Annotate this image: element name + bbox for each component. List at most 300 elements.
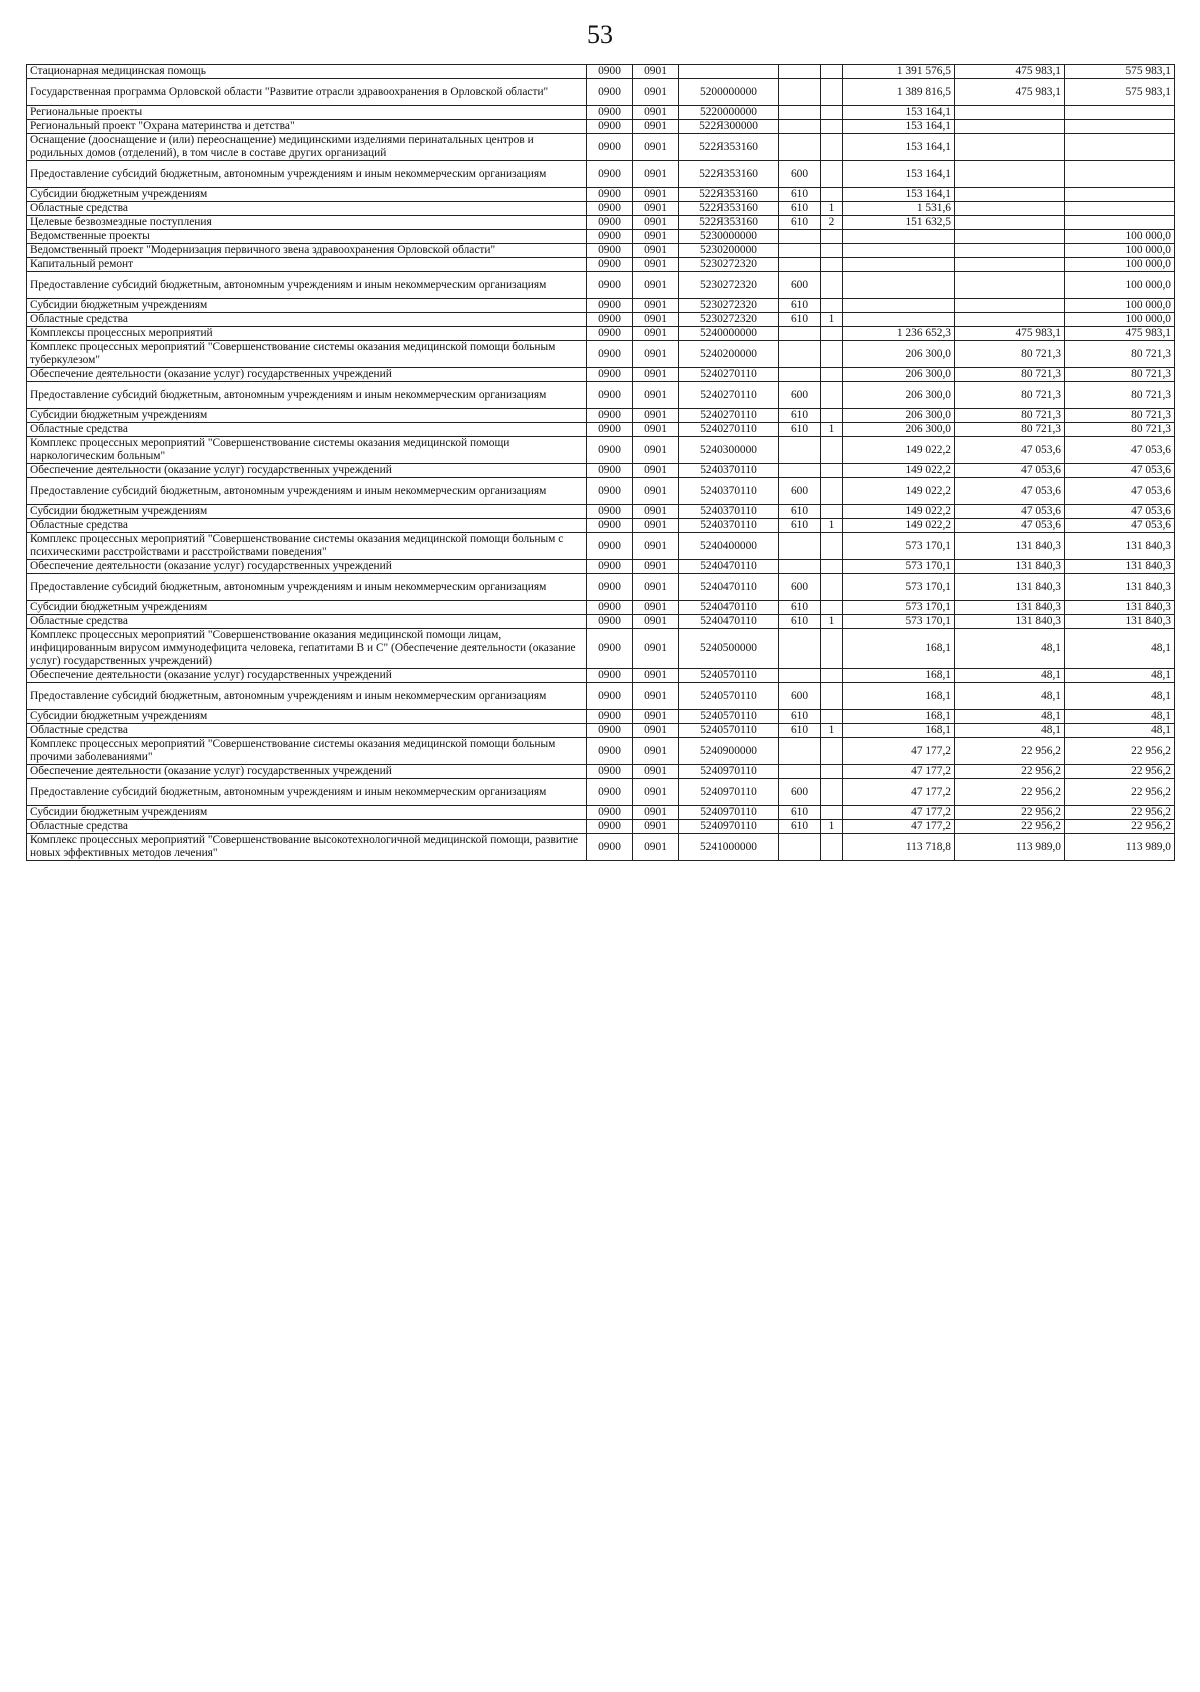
code-target-article: 5240470110 [679,601,779,615]
code-expense-type: 610 [779,710,821,724]
code-funding-source: 1 [821,615,843,629]
amount-year-3: 80 721,3 [1065,382,1175,409]
code-ministry: 0900 [587,669,633,683]
code-ministry: 0900 [587,505,633,519]
code-target-article: 5240970110 [679,806,779,820]
amount-year-2: 131 840,3 [955,560,1065,574]
code-expense-type [779,258,821,272]
code-section: 0901 [633,272,679,299]
table-row [27,519,1175,533]
row-name: Областные средства [27,519,587,533]
amount-year-3: 80 721,3 [1065,341,1175,368]
code-ministry: 0900 [587,601,633,615]
row-name: Ведомственный проект "Модернизация первичного звена здравоохранения Орловской области" [27,244,587,258]
code-expense-type [779,533,821,560]
code-ministry: 0900 [587,765,633,779]
amount-year-1: 206 300,0 [843,368,955,382]
code-target-article: 5230272320 [679,272,779,299]
amount-year-2: 131 840,3 [955,615,1065,629]
code-target-article: 5240970110 [679,820,779,834]
amount-year-2 [955,272,1065,299]
code-ministry: 0900 [587,464,633,478]
amount-year-3: 100 000,0 [1065,299,1175,313]
table-row [27,161,1175,188]
amount-year-1: 149 022,2 [843,505,955,519]
amount-year-2 [955,120,1065,134]
code-ministry: 0900 [587,779,633,806]
code-section: 0901 [633,683,679,710]
code-funding-source [821,533,843,560]
amount-year-3: 80 721,3 [1065,368,1175,382]
code-target-article: 5200000000 [679,79,779,106]
amount-year-2: 48,1 [955,683,1065,710]
amount-year-2: 47 053,6 [955,478,1065,505]
code-target-article: 5240270110 [679,368,779,382]
row-name: Областные средства [27,724,587,738]
amount-year-1: 206 300,0 [843,409,955,423]
code-target-article: 5240370110 [679,519,779,533]
code-section: 0901 [633,106,679,120]
code-section: 0901 [633,806,679,820]
code-target-article: 5241000000 [679,834,779,861]
table-row [27,120,1175,134]
code-funding-source [821,409,843,423]
code-expense-type [779,106,821,120]
code-expense-type [779,464,821,478]
code-ministry: 0900 [587,519,633,533]
code-expense-type [779,327,821,341]
row-name: Областные средства [27,820,587,834]
code-expense-type [779,560,821,574]
code-section: 0901 [633,65,679,79]
code-funding-source: 1 [821,724,843,738]
code-target-article: 5240570110 [679,683,779,710]
table-row [27,669,1175,683]
row-name: Предоставление субсидий бюджетным, автономным учреждениям и иным некоммерческим организациям [27,574,587,601]
code-target-article: 5240570110 [679,724,779,738]
amount-year-3: 22 956,2 [1065,738,1175,765]
code-section: 0901 [633,120,679,134]
amount-year-1: 47 177,2 [843,806,955,820]
code-target-article: 5230272320 [679,313,779,327]
row-name: Субсидии бюджетным учреждениям [27,409,587,423]
row-name: Предоставление субсидий бюджетным, автономным учреждениям и иным некоммерческим организациям [27,478,587,505]
table-row [27,188,1175,202]
code-section: 0901 [633,327,679,341]
code-ministry: 0900 [587,244,633,258]
code-funding-source [821,437,843,464]
amount-year-3: 100 000,0 [1065,272,1175,299]
code-funding-source [821,710,843,724]
code-target-article: 5240570110 [679,669,779,683]
amount-year-3: 475 983,1 [1065,327,1175,341]
code-section: 0901 [633,779,679,806]
code-section: 0901 [633,258,679,272]
table-row [27,710,1175,724]
code-funding-source [821,65,843,79]
amount-year-1: 149 022,2 [843,437,955,464]
amount-year-3: 48,1 [1065,683,1175,710]
code-expense-type [779,134,821,161]
code-expense-type [779,65,821,79]
code-expense-type [779,120,821,134]
code-expense-type: 610 [779,299,821,313]
code-expense-type: 600 [779,478,821,505]
table-row [27,738,1175,765]
amount-year-2: 80 721,3 [955,368,1065,382]
code-ministry: 0900 [587,724,633,738]
code-funding-source [821,834,843,861]
code-funding-source: 2 [821,216,843,230]
code-section: 0901 [633,519,679,533]
table-row [27,423,1175,437]
amount-year-1: 153 164,1 [843,188,955,202]
code-ministry: 0900 [587,258,633,272]
code-target-article: 522Я353160 [679,134,779,161]
code-section: 0901 [633,341,679,368]
code-section: 0901 [633,79,679,106]
code-target-article: 5240270110 [679,382,779,409]
code-funding-source [821,629,843,669]
code-target-article: 5240370110 [679,464,779,478]
table-row [27,65,1175,79]
amount-year-3: 48,1 [1065,629,1175,669]
row-name: Стационарная медицинская помощь [27,65,587,79]
amount-year-2 [955,313,1065,327]
code-ministry: 0900 [587,106,633,120]
table-row [27,724,1175,738]
amount-year-3 [1065,106,1175,120]
row-name: Оснащение (дооснащение и (или) переоснащение) медицинскими изделиями перинатальных центров и родильных домов (отделений), в том числе в составе других организаций [27,134,587,161]
row-name: Обеспечение деятельности (оказание услуг) государственных учреждений [27,464,587,478]
code-target-article: 5240270110 [679,423,779,437]
amount-year-3: 48,1 [1065,669,1175,683]
table-row [27,615,1175,629]
table-row [27,244,1175,258]
row-name: Комплекс процессных мероприятий "Совершенствование системы оказания медицинской помощи наркологическим больным" [27,437,587,464]
table-row [27,437,1175,464]
amount-year-2 [955,258,1065,272]
table-row [27,560,1175,574]
code-ministry: 0900 [587,161,633,188]
amount-year-2: 80 721,3 [955,341,1065,368]
code-section: 0901 [633,368,679,382]
code-section: 0901 [633,533,679,560]
table-row [27,629,1175,669]
code-section: 0901 [633,615,679,629]
code-ministry: 0900 [587,560,633,574]
amount-year-1: 153 164,1 [843,134,955,161]
code-section: 0901 [633,629,679,669]
code-expense-type: 610 [779,423,821,437]
code-target-article: 522Я353160 [679,202,779,216]
amount-year-3: 131 840,3 [1065,560,1175,574]
amount-year-2 [955,188,1065,202]
amount-year-3 [1065,202,1175,216]
code-funding-source [821,244,843,258]
row-name: Субсидии бюджетным учреждениям [27,806,587,820]
amount-year-1: 168,1 [843,669,955,683]
amount-year-2: 48,1 [955,629,1065,669]
code-section: 0901 [633,669,679,683]
code-funding-source: 1 [821,820,843,834]
amount-year-1: 149 022,2 [843,519,955,533]
table-row [27,601,1175,615]
code-section: 0901 [633,409,679,423]
table-row [27,478,1175,505]
code-expense-type: 610 [779,188,821,202]
code-target-article: 5240570110 [679,710,779,724]
amount-year-2: 475 983,1 [955,327,1065,341]
code-funding-source [821,258,843,272]
amount-year-1: 47 177,2 [843,820,955,834]
code-expense-type [779,230,821,244]
row-name: Капитальный ремонт [27,258,587,272]
code-expense-type: 600 [779,382,821,409]
code-funding-source [821,230,843,244]
amount-year-2: 22 956,2 [955,738,1065,765]
code-expense-type: 600 [779,683,821,710]
code-funding-source [821,299,843,313]
amount-year-2 [955,202,1065,216]
code-target-article: 5240970110 [679,779,779,806]
amount-year-3: 131 840,3 [1065,615,1175,629]
amount-year-3: 22 956,2 [1065,779,1175,806]
amount-year-3: 100 000,0 [1065,244,1175,258]
code-ministry: 0900 [587,65,633,79]
row-name: Субсидии бюджетным учреждениям [27,601,587,615]
code-funding-source [821,765,843,779]
code-section: 0901 [633,505,679,519]
code-funding-source [821,669,843,683]
code-funding-source [821,779,843,806]
code-target-article: 5230272320 [679,258,779,272]
amount-year-1: 573 170,1 [843,615,955,629]
table-row [27,409,1175,423]
code-target-article: 522Я353160 [679,216,779,230]
code-funding-source [821,106,843,120]
code-funding-source: 1 [821,423,843,437]
code-ministry: 0900 [587,134,633,161]
code-ministry: 0900 [587,629,633,669]
amount-year-1 [843,299,955,313]
code-expense-type: 610 [779,601,821,615]
code-section: 0901 [633,244,679,258]
amount-year-3: 575 983,1 [1065,65,1175,79]
code-ministry: 0900 [587,120,633,134]
code-funding-source [821,683,843,710]
table-row [27,313,1175,327]
amount-year-2: 47 053,6 [955,464,1065,478]
amount-year-1: 206 300,0 [843,341,955,368]
code-funding-source [821,341,843,368]
row-name: Обеспечение деятельности (оказание услуг) государственных учреждений [27,765,587,779]
code-section: 0901 [633,478,679,505]
amount-year-1: 149 022,2 [843,464,955,478]
code-ministry: 0900 [587,382,633,409]
amount-year-1 [843,230,955,244]
code-expense-type [779,437,821,464]
amount-year-1: 573 170,1 [843,533,955,560]
table-row [27,820,1175,834]
amount-year-3: 100 000,0 [1065,230,1175,244]
row-name: Субсидии бюджетным учреждениям [27,505,587,519]
amount-year-3: 47 053,6 [1065,437,1175,464]
code-ministry: 0900 [587,437,633,464]
amount-year-3 [1065,134,1175,161]
code-section: 0901 [633,202,679,216]
code-funding-source [821,478,843,505]
amount-year-2 [955,106,1065,120]
code-ministry: 0900 [587,806,633,820]
amount-year-2: 22 956,2 [955,765,1065,779]
code-ministry: 0900 [587,341,633,368]
row-name: Субсидии бюджетным учреждениям [27,188,587,202]
amount-year-3: 22 956,2 [1065,806,1175,820]
amount-year-2: 131 840,3 [955,574,1065,601]
code-target-article: 5230200000 [679,244,779,258]
code-target-article: 5240200000 [679,341,779,368]
table-row [27,327,1175,341]
code-expense-type: 610 [779,216,821,230]
code-ministry: 0900 [587,615,633,629]
amount-year-3: 48,1 [1065,710,1175,724]
budget-table [26,64,1175,861]
code-section: 0901 [633,299,679,313]
code-expense-type [779,669,821,683]
amount-year-3: 100 000,0 [1065,258,1175,272]
code-section: 0901 [633,230,679,244]
code-section: 0901 [633,161,679,188]
code-section: 0901 [633,820,679,834]
row-name: Областные средства [27,202,587,216]
budget-table-body [27,65,1175,861]
amount-year-1 [843,313,955,327]
code-ministry: 0900 [587,327,633,341]
amount-year-2: 22 956,2 [955,820,1065,834]
row-name: Субсидии бюджетным учреждениям [27,299,587,313]
code-section: 0901 [633,738,679,765]
amount-year-2: 47 053,6 [955,519,1065,533]
code-ministry: 0900 [587,230,633,244]
table-row [27,834,1175,861]
table-row [27,368,1175,382]
code-section: 0901 [633,601,679,615]
row-name: Предоставление субсидий бюджетным, автономным учреждениям и иным некоммерческим организациям [27,161,587,188]
code-funding-source [821,574,843,601]
code-expense-type: 600 [779,779,821,806]
code-ministry: 0900 [587,738,633,765]
amount-year-2: 131 840,3 [955,601,1065,615]
table-row [27,505,1175,519]
code-ministry: 0900 [587,79,633,106]
code-ministry: 0900 [587,409,633,423]
code-section: 0901 [633,834,679,861]
code-ministry: 0900 [587,533,633,560]
code-expense-type: 610 [779,519,821,533]
code-funding-source [821,161,843,188]
code-target-article: 5240900000 [679,738,779,765]
amount-year-1: 1 531,6 [843,202,955,216]
code-ministry: 0900 [587,574,633,601]
code-target-article: 5240370110 [679,505,779,519]
table-row [27,533,1175,560]
row-name: Комплекс процессных мероприятий "Совершенствование высокотехнологичной медицинской помощи, развитие новых эффективных методов лечения" [27,834,587,861]
table-row [27,341,1175,368]
code-funding-source: 1 [821,202,843,216]
amount-year-2 [955,216,1065,230]
table-row [27,230,1175,244]
amount-year-1: 206 300,0 [843,423,955,437]
code-target-article: 5220000000 [679,106,779,120]
amount-year-2: 47 053,6 [955,505,1065,519]
amount-year-1: 168,1 [843,683,955,710]
code-ministry: 0900 [587,313,633,327]
amount-year-1: 149 022,2 [843,478,955,505]
code-section: 0901 [633,710,679,724]
table-row [27,106,1175,120]
code-funding-source [821,368,843,382]
row-name: Региональные проекты [27,106,587,120]
code-section: 0901 [633,464,679,478]
row-name: Ведомственные проекты [27,230,587,244]
code-funding-source [821,120,843,134]
amount-year-1: 1 236 652,3 [843,327,955,341]
code-target-article: 5230000000 [679,230,779,244]
code-funding-source [821,806,843,820]
code-section: 0901 [633,134,679,161]
code-ministry: 0900 [587,188,633,202]
code-target-article: 5230272320 [679,299,779,313]
table-row [27,134,1175,161]
row-name: Субсидии бюджетным учреждениям [27,710,587,724]
amount-year-2: 113 989,0 [955,834,1065,861]
amount-year-2: 47 053,6 [955,437,1065,464]
row-name: Комплексы процессных мероприятий [27,327,587,341]
amount-year-1: 1 389 816,5 [843,79,955,106]
amount-year-2: 48,1 [955,710,1065,724]
row-name: Обеспечение деятельности (оказание услуг) государственных учреждений [27,669,587,683]
code-expense-type: 610 [779,615,821,629]
amount-year-1: 573 170,1 [843,601,955,615]
code-expense-type: 610 [779,202,821,216]
code-ministry: 0900 [587,202,633,216]
code-target-article: 5240470110 [679,615,779,629]
code-section: 0901 [633,560,679,574]
code-ministry: 0900 [587,216,633,230]
amount-year-3: 47 053,6 [1065,519,1175,533]
code-ministry: 0900 [587,710,633,724]
code-expense-type [779,368,821,382]
row-name: Предоставление субсидий бюджетным, автономным учреждениям и иным некоммерческим организациям [27,779,587,806]
amount-year-1: 168,1 [843,724,955,738]
amount-year-1 [843,244,955,258]
code-section: 0901 [633,423,679,437]
amount-year-1: 153 164,1 [843,120,955,134]
row-name: Целевые безвозмездные поступления [27,216,587,230]
code-expense-type [779,244,821,258]
row-name: Комплекс процессных мероприятий "Совершенствование системы оказания медицинской помощи больным с психическими расстройствами и расстройствами поведения" [27,533,587,560]
row-name: Комплекс процессных мероприятий "Совершенствование системы оказания медицинской помощи больным прочими заболеваниями" [27,738,587,765]
code-expense-type [779,79,821,106]
code-funding-source [821,188,843,202]
amount-year-3: 100 000,0 [1065,313,1175,327]
code-section: 0901 [633,765,679,779]
amount-year-2 [955,244,1065,258]
code-section: 0901 [633,188,679,202]
amount-year-1: 47 177,2 [843,738,955,765]
amount-year-3 [1065,216,1175,230]
